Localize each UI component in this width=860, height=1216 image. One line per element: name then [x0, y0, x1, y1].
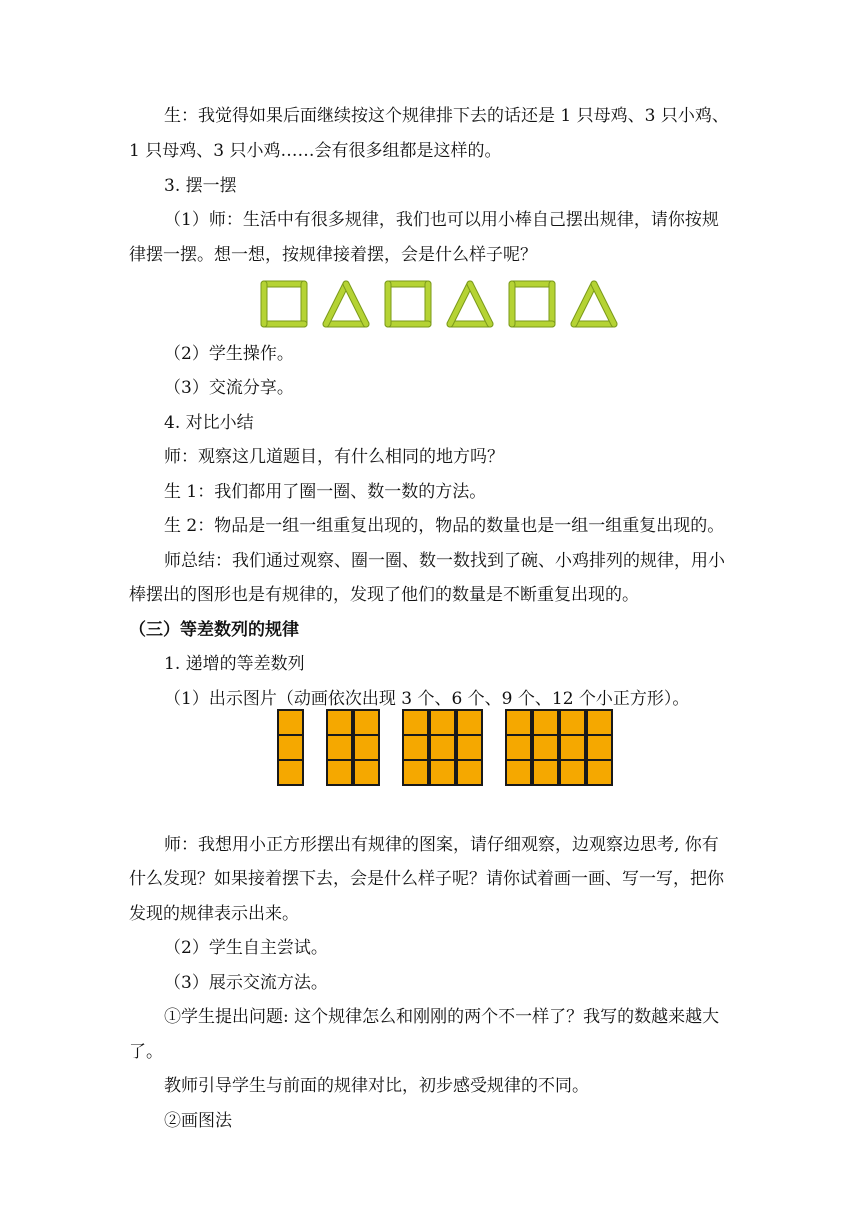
text-line: 教师引导学生与前面的规律对比，初步感受规律的不同。 — [164, 1076, 589, 1096]
text-line: 1 只母鸡、3 只小鸡……会有很多组都是这样的。 — [129, 141, 502, 161]
small-square — [587, 760, 612, 785]
stick-pattern-figure — [260, 280, 640, 328]
small-square — [533, 735, 558, 760]
text-line: 生：我觉得如果后面继续按这个规律排下去的话还是 1 只母鸡、3 只小鸡、 — [164, 106, 729, 126]
text-line: （3）交流分享。 — [164, 378, 294, 398]
text-line: 什么发现？如果接着摆下去，会是什么样子呢？请你试着画一画、写一写，把你 — [129, 869, 724, 889]
text-line: 棒摆出的图形也是有规律的，发现了他们的数量是不断重复出现的。 — [129, 585, 639, 605]
text-line: （1）师：生活中有很多规律，我们也可以用小棒自己摆出规律，请你按规 — [164, 210, 719, 230]
small-square — [354, 710, 379, 735]
text-line: 了。 — [129, 1042, 163, 1062]
small-square — [457, 710, 482, 735]
small-square — [327, 710, 352, 735]
section-heading-4: 4. 对比小结 — [164, 413, 254, 433]
square-group-3 — [403, 710, 482, 785]
small-square — [506, 710, 531, 735]
text-line: 师：观察这几道题目，有什么相同的地方吗？ — [164, 447, 504, 467]
small-square — [354, 760, 379, 785]
small-square — [587, 710, 612, 735]
small-square — [354, 735, 379, 760]
small-square — [560, 735, 585, 760]
text-line: 生 2：物品是一组一组重复出现的，物品的数量也是一组一组重复出现的。 — [164, 516, 725, 536]
square-group-1 — [278, 710, 303, 785]
small-square — [327, 735, 352, 760]
text-line: 生 1：我们都用了圈一圈、数一数的方法。 — [164, 482, 487, 502]
small-square — [278, 760, 303, 785]
small-square — [430, 760, 455, 785]
section-heading-3: 3. 摆一摆 — [164, 176, 237, 196]
small-square — [403, 710, 428, 735]
small-square — [457, 760, 482, 785]
text-line: （1）出示图片（动画依次出现 3 个、6 个、9 个、12 个小正方形）。 — [164, 689, 690, 709]
square-groups-figure — [276, 708, 636, 788]
section-heading-arithmetic: （三）等差数列的规律 — [129, 620, 299, 640]
small-square — [278, 735, 303, 760]
text-line: 律摆一摆。想一想，按规律接着摆，会是什么样子呢？ — [129, 245, 537, 265]
small-square — [560, 710, 585, 735]
small-square — [506, 735, 531, 760]
small-square — [533, 710, 558, 735]
text-line: （2）学生操作。 — [164, 344, 294, 364]
text-line: （2）学生自主尝试。 — [164, 938, 328, 958]
small-square — [403, 735, 428, 760]
small-square — [457, 735, 482, 760]
small-square — [430, 735, 455, 760]
small-square — [327, 760, 352, 785]
text-line: ①学生提出问题: 这个规律怎么和刚刚的两个不一样了？我写的数越来越大 — [164, 1007, 720, 1027]
text-line: 师总结：我们通过观察、圈一圈、数一数找到了碗、小鸡排列的规律，用小 — [164, 551, 725, 571]
small-square — [430, 710, 455, 735]
text-line: ②画图法 — [164, 1111, 232, 1131]
text-line: （3）展示交流方法。 — [164, 973, 328, 993]
small-square — [533, 760, 558, 785]
square-group-4 — [506, 710, 612, 785]
subsection-heading: 1. 递增的等差数列 — [164, 654, 305, 674]
text-line: 发现的规律表示出来。 — [129, 904, 299, 924]
small-square — [560, 760, 585, 785]
small-square — [506, 760, 531, 785]
small-square — [278, 710, 303, 735]
square-group-2 — [327, 710, 379, 785]
small-square — [587, 735, 612, 760]
text-line: 师：我想用小正方形摆出有规律的图案，请仔细观察，边观察边思考, 你有 — [164, 835, 719, 855]
small-square — [403, 760, 428, 785]
